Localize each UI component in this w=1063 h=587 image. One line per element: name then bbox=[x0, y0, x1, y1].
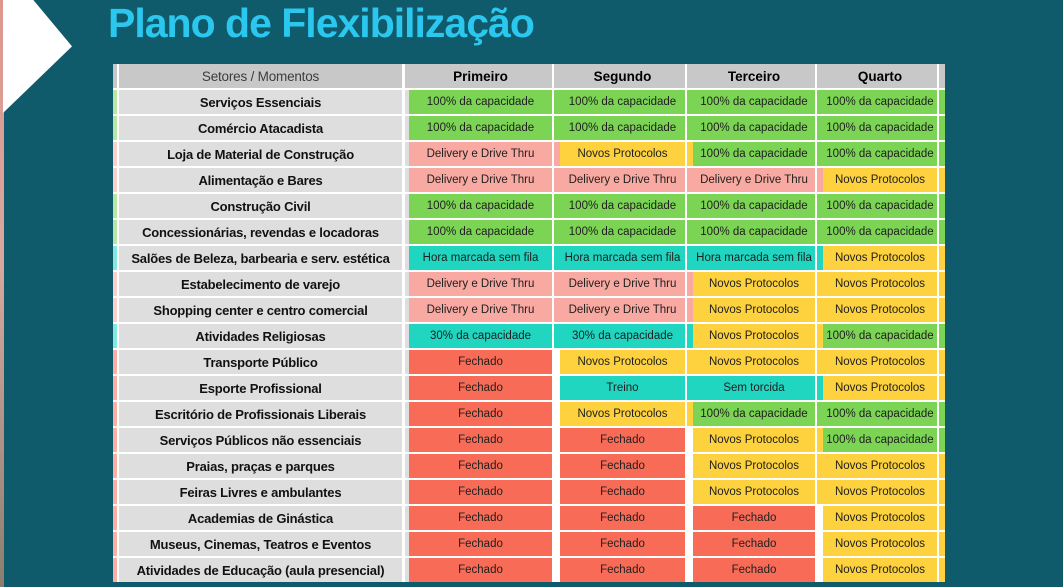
table-row bbox=[113, 220, 945, 244]
status-cell: Novos Protocolos bbox=[823, 532, 937, 556]
sector-label: Esporte Profissional bbox=[119, 376, 402, 400]
status-cell: 100% da capacidade bbox=[823, 402, 937, 426]
status-cell: Fechado bbox=[409, 532, 552, 556]
row-color-tab bbox=[113, 402, 117, 426]
row-color-tab bbox=[113, 116, 117, 140]
status-cell: Novos Protocolos bbox=[693, 272, 815, 296]
cell-sliver bbox=[939, 272, 945, 296]
cell-sliver bbox=[939, 64, 945, 88]
cell-sliver bbox=[939, 298, 945, 322]
table-row bbox=[113, 324, 945, 348]
status-cell: 100% da capacidade bbox=[560, 194, 685, 218]
status-cell: Delivery e Drive Thru bbox=[409, 298, 552, 322]
cell-sliver bbox=[939, 90, 945, 114]
status-cell: Fechado bbox=[409, 454, 552, 478]
table-row bbox=[113, 298, 945, 322]
status-cell: Fechado bbox=[409, 402, 552, 426]
status-cell: Novos Protocolos bbox=[823, 298, 937, 322]
status-cell: 100% da capacidade bbox=[560, 116, 685, 140]
status-cell: Fechado bbox=[409, 480, 552, 504]
table-row bbox=[113, 532, 945, 556]
table-row bbox=[113, 506, 945, 530]
row-color-tab bbox=[113, 246, 117, 270]
status-cell: 100% da capacidade bbox=[409, 194, 552, 218]
status-cell: Fechado bbox=[560, 532, 685, 556]
status-cell: 30% da capacidade bbox=[560, 324, 685, 348]
table-row bbox=[113, 116, 945, 140]
table-row bbox=[113, 402, 945, 426]
row-color-tab bbox=[113, 64, 117, 88]
status-cell: Hora marcada sem fila bbox=[693, 246, 815, 270]
status-cell: 100% da capacidade bbox=[823, 220, 937, 244]
table-row bbox=[113, 428, 945, 452]
table-row bbox=[113, 168, 945, 192]
status-cell: 30% da capacidade bbox=[409, 324, 552, 348]
row-color-tab bbox=[113, 506, 117, 530]
cell-sliver bbox=[939, 454, 945, 478]
sector-label: Transporte Público bbox=[119, 350, 402, 374]
status-cell: Novos Protocolos bbox=[560, 142, 685, 166]
cell-sliver bbox=[939, 480, 945, 504]
sector-label: Shopping center e centro comercial bbox=[119, 298, 402, 322]
status-cell: Novos Protocolos bbox=[823, 246, 937, 270]
row-color-tab bbox=[113, 376, 117, 400]
status-cell: 100% da capacidade bbox=[693, 142, 815, 166]
sector-label: Alimentação e Bares bbox=[119, 168, 402, 192]
status-cell: Treino bbox=[560, 376, 685, 400]
row-color-tab bbox=[113, 350, 117, 374]
status-cell: Sem torcida bbox=[693, 376, 815, 400]
status-cell: Fechado bbox=[693, 558, 815, 582]
status-cell: 100% da capacidade bbox=[693, 194, 815, 218]
status-cell: 100% da capacidade bbox=[823, 194, 937, 218]
table-header-row bbox=[113, 64, 945, 88]
row-color-tab bbox=[113, 194, 117, 218]
row-color-tab bbox=[113, 220, 117, 244]
column-header-period: Primeiro bbox=[409, 64, 552, 88]
row-color-tab bbox=[113, 324, 117, 348]
status-cell: Novos Protocolos bbox=[693, 454, 815, 478]
status-cell: Fechado bbox=[409, 428, 552, 452]
status-cell: Fechado bbox=[560, 454, 685, 478]
status-cell: 100% da capacidade bbox=[693, 116, 815, 140]
table-row bbox=[113, 142, 945, 166]
column-header-period: Segundo bbox=[560, 64, 685, 88]
row-color-tab bbox=[113, 428, 117, 452]
status-cell: Delivery e Drive Thru bbox=[409, 142, 552, 166]
status-cell: Delivery e Drive Thru bbox=[560, 298, 685, 322]
row-color-tab bbox=[113, 168, 117, 192]
status-cell: Novos Protocolos bbox=[693, 324, 815, 348]
row-color-tab bbox=[113, 298, 117, 322]
status-cell: Fechado bbox=[409, 350, 552, 374]
status-cell: Novos Protocolos bbox=[693, 298, 815, 322]
sector-label: Serviços Essenciais bbox=[119, 90, 402, 114]
sector-label: Loja de Material de Construção bbox=[119, 142, 402, 166]
status-cell: 100% da capacidade bbox=[409, 116, 552, 140]
status-cell: Novos Protocolos bbox=[693, 480, 815, 504]
cell-sliver bbox=[939, 428, 945, 452]
status-cell: 100% da capacidade bbox=[560, 90, 685, 114]
sector-label: Estabelecimento de varejo bbox=[119, 272, 402, 296]
cell-sliver bbox=[939, 402, 945, 426]
sector-label: Salões de Beleza, barbearia e serv. estética bbox=[119, 246, 402, 270]
status-cell: 100% da capacidade bbox=[823, 428, 937, 452]
status-cell: Novos Protocolos bbox=[693, 428, 815, 452]
cell-sliver bbox=[939, 506, 945, 530]
status-cell: Delivery e Drive Thru bbox=[560, 272, 685, 296]
table-row bbox=[113, 350, 945, 374]
page-title: Plano de Flexibilização bbox=[108, 0, 534, 46]
status-cell: Novos Protocolos bbox=[823, 272, 937, 296]
row-color-tab bbox=[113, 90, 117, 114]
status-cell: 100% da capacidade bbox=[560, 220, 685, 244]
sector-label: Construção Civil bbox=[119, 194, 402, 218]
cell-sliver bbox=[939, 350, 945, 374]
status-cell: 100% da capacidade bbox=[693, 402, 815, 426]
status-cell: Delivery e Drive Thru bbox=[693, 168, 815, 192]
status-cell: 100% da capacidade bbox=[409, 220, 552, 244]
row-color-tab bbox=[113, 532, 117, 556]
table-row bbox=[113, 480, 945, 504]
table-row bbox=[113, 246, 945, 270]
status-cell: Novos Protocolos bbox=[693, 350, 815, 374]
cell-sliver bbox=[939, 168, 945, 192]
status-cell: Fechado bbox=[560, 480, 685, 504]
status-cell: 100% da capacidade bbox=[409, 90, 552, 114]
table-row bbox=[113, 558, 945, 582]
sector-label: Atividades de Educação (aula presencial) bbox=[119, 558, 402, 582]
status-cell: Fechado bbox=[409, 558, 552, 582]
status-cell: 100% da capacidade bbox=[823, 116, 937, 140]
status-cell: Delivery e Drive Thru bbox=[409, 168, 552, 192]
status-cell: Fechado bbox=[409, 506, 552, 530]
status-cell: Hora marcada sem fila bbox=[560, 246, 685, 270]
chevron-arrow-shape bbox=[3, 0, 72, 113]
status-cell: Novos Protocolos bbox=[823, 350, 937, 374]
table-row bbox=[113, 454, 945, 478]
column-header-sectors: Setores / Momentos bbox=[119, 64, 402, 88]
status-cell: Fechado bbox=[560, 506, 685, 530]
table-row bbox=[113, 272, 945, 296]
status-cell: Novos Protocolos bbox=[823, 376, 937, 400]
cell-sliver bbox=[939, 558, 945, 582]
sector-label: Feiras Livres e ambulantes bbox=[119, 480, 402, 504]
status-cell: 100% da capacidade bbox=[823, 324, 937, 348]
status-cell: Novos Protocolos bbox=[823, 168, 937, 192]
cell-sliver bbox=[939, 532, 945, 556]
column-header-period: Quarto bbox=[823, 64, 937, 88]
row-color-tab bbox=[113, 480, 117, 504]
status-cell: 100% da capacidade bbox=[823, 142, 937, 166]
sector-label: Concessionárias, revendas e locadoras bbox=[119, 220, 402, 244]
status-cell: Delivery e Drive Thru bbox=[409, 272, 552, 296]
cell-sliver bbox=[939, 142, 945, 166]
table-row bbox=[113, 194, 945, 218]
sector-label: Escritório de Profissionais Liberais bbox=[119, 402, 402, 426]
table-row bbox=[113, 376, 945, 400]
status-cell: Delivery e Drive Thru bbox=[560, 168, 685, 192]
cell-sliver bbox=[939, 324, 945, 348]
cell-sliver bbox=[939, 116, 945, 140]
sector-label: Academias de Ginástica bbox=[119, 506, 402, 530]
status-cell: Fechado bbox=[560, 428, 685, 452]
flexibilization-table bbox=[113, 64, 945, 582]
cell-sliver bbox=[939, 194, 945, 218]
status-cell: Novos Protocolos bbox=[823, 480, 937, 504]
sector-label: Serviços Públicos não essenciais bbox=[119, 428, 402, 452]
status-cell: Fechado bbox=[560, 558, 685, 582]
row-color-tab bbox=[113, 142, 117, 166]
status-cell: Fechado bbox=[693, 506, 815, 530]
row-color-tab bbox=[113, 558, 117, 582]
status-cell: Fechado bbox=[409, 376, 552, 400]
status-cell: 100% da capacidade bbox=[693, 90, 815, 114]
status-cell: Novos Protocolos bbox=[560, 350, 685, 374]
cell-sliver bbox=[939, 376, 945, 400]
status-cell: Hora marcada sem fila bbox=[409, 246, 552, 270]
status-cell: Fechado bbox=[693, 532, 815, 556]
status-cell: Novos Protocolos bbox=[823, 454, 937, 478]
sector-label: Praias, praças e parques bbox=[119, 454, 402, 478]
status-cell: 100% da capacidade bbox=[693, 220, 815, 244]
table-row bbox=[113, 90, 945, 114]
status-cell: Novos Protocolos bbox=[560, 402, 685, 426]
row-color-tab bbox=[113, 454, 117, 478]
sector-label: Museus, Cinemas, Teatros e Eventos bbox=[119, 532, 402, 556]
cell-sliver bbox=[939, 246, 945, 270]
status-cell: Novos Protocolos bbox=[823, 506, 937, 530]
row-color-tab bbox=[113, 272, 117, 296]
status-cell: 100% da capacidade bbox=[823, 90, 937, 114]
status-cell: Novos Protocolos bbox=[823, 558, 937, 582]
sector-label: Atividades Religiosas bbox=[119, 324, 402, 348]
cell-sliver bbox=[939, 220, 945, 244]
column-header-period: Terceiro bbox=[693, 64, 815, 88]
sector-label: Comércio Atacadista bbox=[119, 116, 402, 140]
